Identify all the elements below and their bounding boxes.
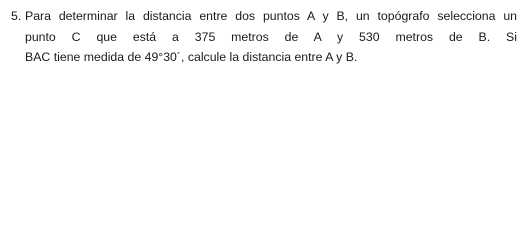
problem-line-1: Para determinar la distancia entre dos puntos A y B, un topógrafo selecciona un bbox=[25, 9, 517, 23]
problem-number: 5. bbox=[11, 9, 22, 23]
problem-text bbox=[25, 6, 517, 68]
problem-line-2: punto C que está a 375 metros de A y 530 metros de B. Si bbox=[25, 29, 517, 44]
problem-5 bbox=[11, 6, 517, 68]
problem-line-3: BAC tiene medida de 49°30´, calcule la distancia entre A y B. bbox=[25, 50, 358, 64]
